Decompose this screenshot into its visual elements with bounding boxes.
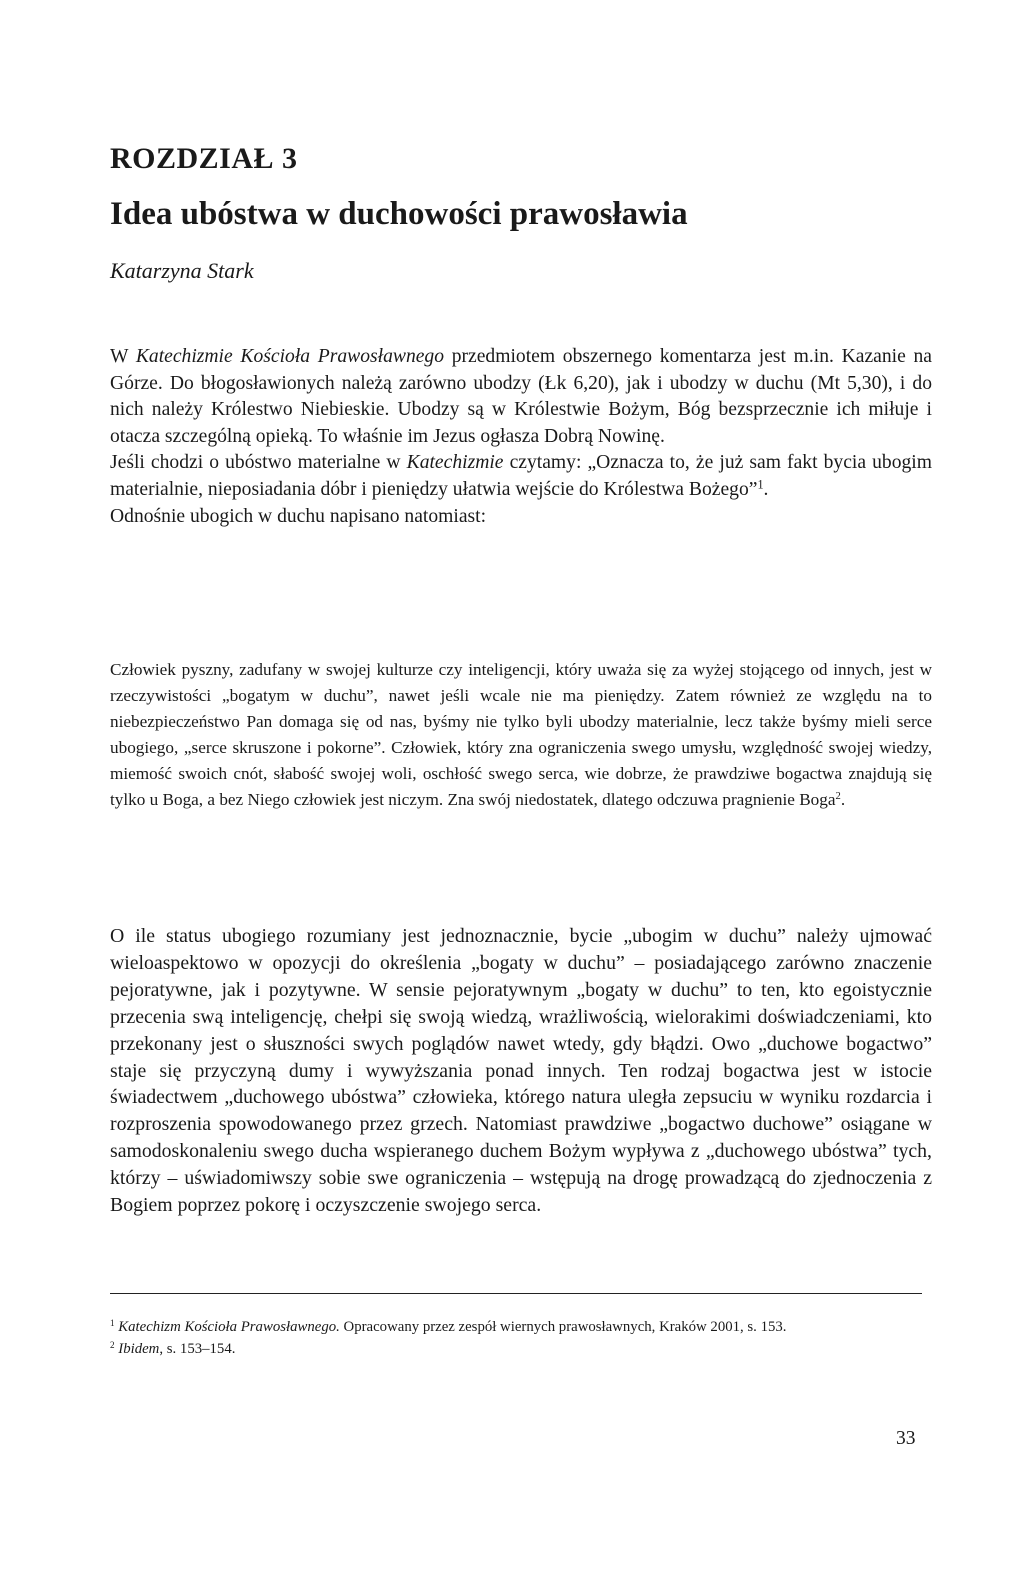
- intro-paragraph-1: [110, 344, 932, 450]
- quote-end: .: [840, 789, 846, 809]
- intro-paragraph-2: [110, 450, 932, 503]
- intro-p1-text: przedmiotem obszernego komentarza jest m.in. Kazanie na Górze. Do błogosławionych należą zarówno ubodzy (Łk 6,20), jak i ubodzy w duchu (Mt 5,30), i do nich należy Królestwo Niebieskie. Ubodzy są w Królestwie Bożym, Bóg bezsprzecznie ich miłuje i otacza szczególną opieką. To właśnie im Jezus ogłasza Dobrą Nowinę.: [110, 346, 932, 447]
- footnote-divider: [110, 1293, 922, 1294]
- intro-p2-lead: Jeśli chodzi o ubóstwo materialne w: [110, 452, 407, 474]
- footnote-source-title: Katechizm Kościoła Prawosławnego.: [118, 1319, 340, 1335]
- footnote-number: 1: [110, 1317, 115, 1328]
- footnote-ref-1[interactable]: 1: [757, 477, 764, 492]
- author-name: Katarzyna Stark: [110, 258, 254, 283]
- footnote-source-title: Ibidem: [118, 1341, 160, 1357]
- page-number: 33: [896, 1428, 916, 1449]
- footnote-number: 2: [110, 1339, 115, 1350]
- intro-paragraph-3: Odnośnie ubogich w duchu napisano natomiast:: [110, 505, 487, 527]
- intro-p2-text: czytamy: „Oznacza to, że już sam fakt bycia ubogim materialnie, nieposiadania dóbr i pieniędzy ułatwia wejście do Królestwa Bożego”: [110, 452, 932, 500]
- chapter-label: ROZDZIAŁ 3: [110, 142, 298, 175]
- intro-p1-lead: W: [110, 346, 136, 367]
- intro-section: [110, 344, 932, 530]
- footnote-source-details: , s. 153–154.: [159, 1341, 236, 1357]
- intro-p2-book-title: Katechizmie: [406, 452, 504, 474]
- chapter-title: Idea ubóstwa w duchowości prawosławia: [110, 196, 688, 232]
- conclusion-paragraph: O ile status ubogiego rozumiany jest jednoznacznie, bycie „ubogim w duchu” należy ujmować wieloaspektowo w opozycji do określenia „bogaty w duchu” – posiadającego zarówno znaczenie pejoratywne, jak i pozytywne. W sensie pejoratywnym „bogaty w duchu” to ten, kto egoistycznie przecenia swą inteligencję, chełpi się swoją wiedzą, wrażliwością, wielorakimi doświadczeniami, kto przekonany jest o słuszności swych poglądów nawet wtedy, gdy błądzi. Owo „duchowe bogactwo” staje się przyczyną dumy i wywyższania ponad innych. Ten rodzaj bogactwa jest w istocie świadectwem „duchowego ubóstwa” człowieka, którego natura uległa zepsuciu w wyniku rozdarcia i rozproszenia spowodowanego przez grzech. Natomiast prawdziwe „bogactwo duchowe” osiągane w samodoskonaleniu swego ducha wspieranego duchem Bożym wypływa z „duchowego ubóstwa” tych, którzy – uświadomiwszy sobie swe ograniczenia – wstępują na drogę prowadzącą do zjednoczenia z Bogiem poprzez pokorę i oczyszczenie swojego serca.: [110, 925, 932, 1217]
- footnote-ref-2[interactable]: 2: [835, 790, 841, 802]
- quote-text: Człowiek pyszny, zadufany w swojej kulturze czy inteligencji, który uważa się za wyżej stojącego od innych, jest w rzeczywistości „bogatym w duchu”, nawet jeśli wcale nie ma pieniędzy. Zatem również ze względu na to niebezpieczeństwo Pan domaga się od nas, byśmy nie tylko byli ubodzy materialnie, lecz także byśmy mieli serce ubogiego, „serce skruszone i pokorne”. Człowiek, który zna ograniczenia swego umysłu, względność swojej wiedzy, miemość swoich cnót, słabość swojej woli, oschłość swego serca, wie dobrze, że prawdziwe bogactwa znajdują się tylko u Boga, a bez Niego człowiek jest niczym. Zna swój niedostatek, dlatego odczuwa pragnienie Boga: [110, 660, 932, 809]
- footnote-1: [110, 1316, 932, 1338]
- footnote-2: [110, 1338, 932, 1360]
- footnote-source-details: Opracowany przez zespół wiernych prawosławnych, Kraków 2001, s. 153.: [339, 1319, 787, 1335]
- intro-p1-book-title: Katechizmie Kościoła Prawosławnego: [135, 346, 445, 367]
- quote-paragraph: [110, 657, 932, 812]
- footnotes: [110, 1316, 932, 1360]
- block-quote: [110, 657, 932, 812]
- intro-p2-end: .: [763, 478, 769, 500]
- conclusion-section: [110, 923, 932, 1219]
